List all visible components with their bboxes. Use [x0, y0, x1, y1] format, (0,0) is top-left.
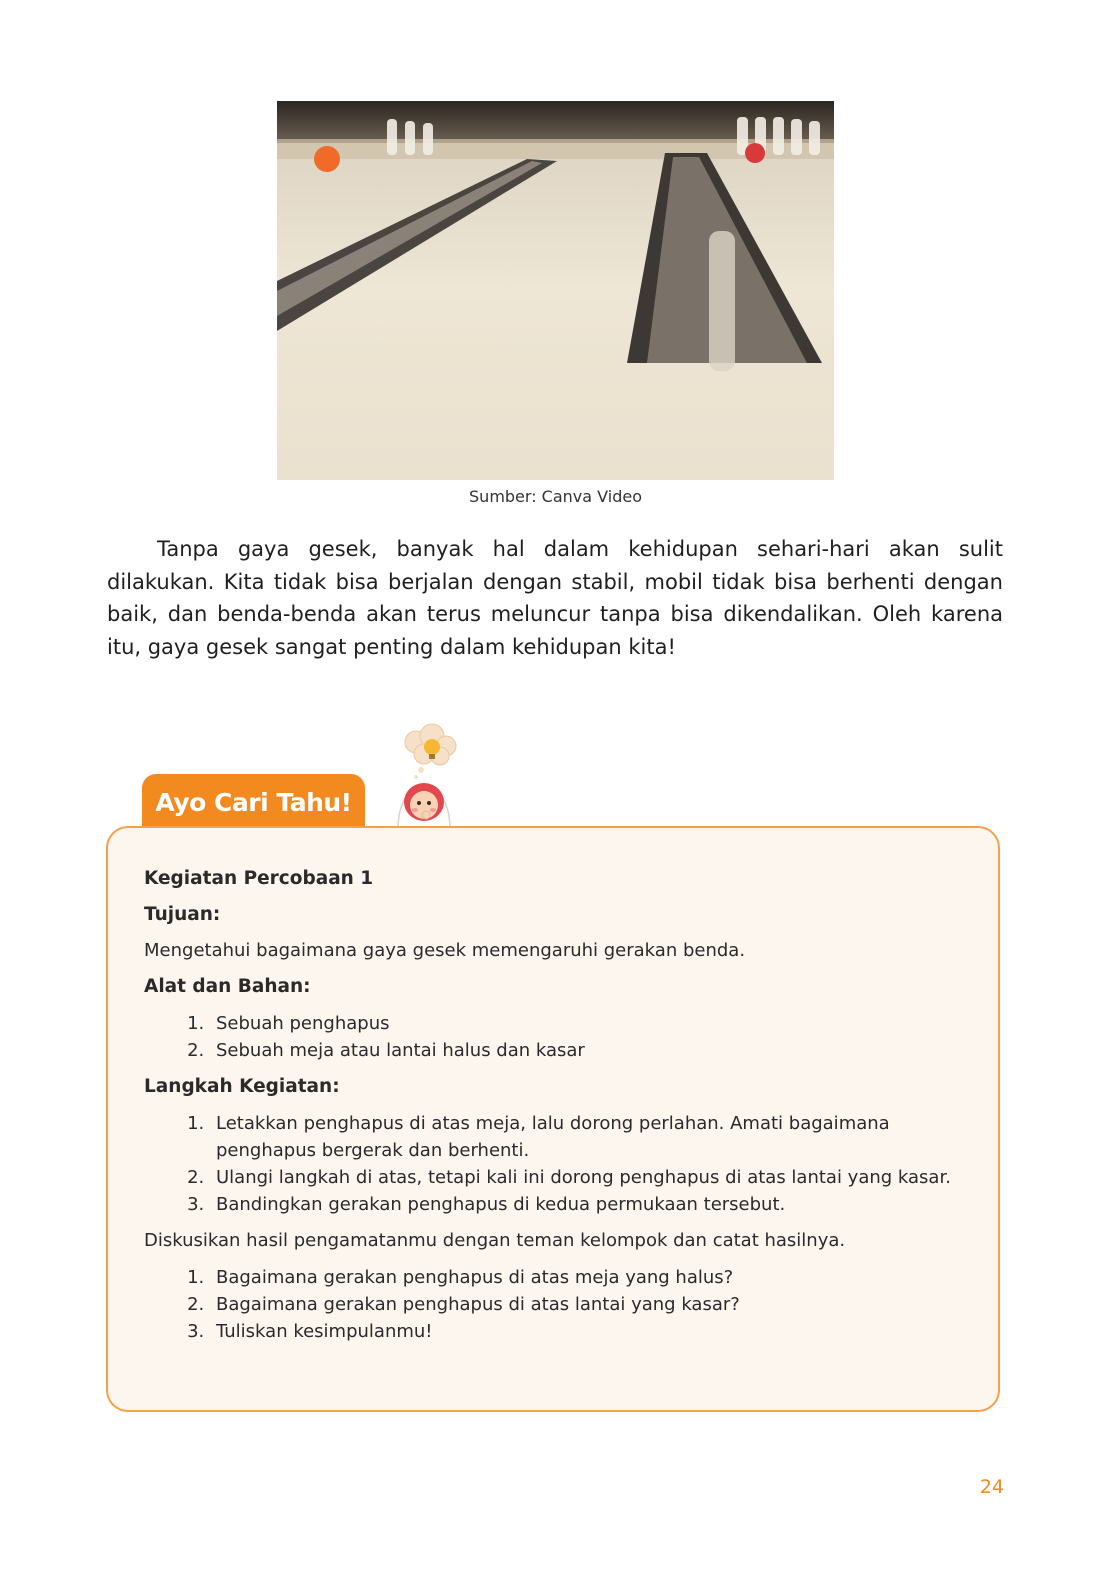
list-item: 1. Bagaimana gerakan penghapus di atas meja yang halus?	[210, 1264, 964, 1291]
list-item: 1. Letakkan penghapus di atas meja, lalu dorong perlahan. Amati bagaimana penghapus bergerak dan berhenti.	[210, 1110, 964, 1164]
goal-text: Mengetahui bagaimana gaya gesek memengaruhi gerakan benda.	[144, 940, 746, 961]
activity-title: Kegiatan Percobaan 1	[144, 868, 374, 889]
list-item: 2. Ulangi langkah di atas, tetapi kali ini dorong penghapus di atas lantai yang kasar.	[210, 1164, 964, 1191]
materials-list	[144, 1010, 964, 1064]
steps-list	[144, 1110, 964, 1218]
ayo-cari-tahu-tab: Ayo Cari Tahu!	[142, 774, 365, 830]
materials-heading: Alat dan Bahan:	[144, 976, 311, 997]
questions-list	[144, 1264, 964, 1345]
goal-heading: Tujuan:	[144, 904, 221, 925]
thinking-girl-mascot-icon	[388, 722, 468, 830]
body-paragraph	[107, 533, 1003, 663]
list-item: 2. Bagaimana gerakan penghapus di atas lantai yang kasar?	[210, 1291, 964, 1318]
bowling-lane-photo	[277, 101, 834, 480]
page-number: 24	[979, 1476, 1004, 1498]
activity-content	[144, 866, 964, 1345]
list-item: 3. Tuliskan kesimpulanmu!	[210, 1318, 964, 1345]
steps-heading: Langkah Kegiatan:	[144, 1076, 340, 1097]
body-paragraph-text: Tanpa gaya gesek, banyak hal dalam kehidupan sehari-hari akan sulit dilakukan. Kita tidak bisa berjalan dengan stabil, mobil tidak bisa berhenti dengan baik, dan benda-benda akan terus meluncur tanpa bisa dikendalikan. Oleh karena itu, gaya gesek sangat penting dalam kehidupan kita!	[107, 537, 1003, 659]
list-item: 1. Sebuah penghapus	[210, 1010, 964, 1037]
list-item: 3. Bandingkan gerakan penghapus di kedua permukaan tersebut.	[210, 1191, 964, 1218]
discussion-text: Diskusikan hasil pengamatanmu dengan teman kelompok dan catat hasilnya.	[144, 1230, 846, 1251]
list-item: 2. Sebuah meja atau lantai halus dan kasar	[210, 1037, 964, 1064]
figure-caption: Sumber: Canva Video	[469, 487, 642, 506]
